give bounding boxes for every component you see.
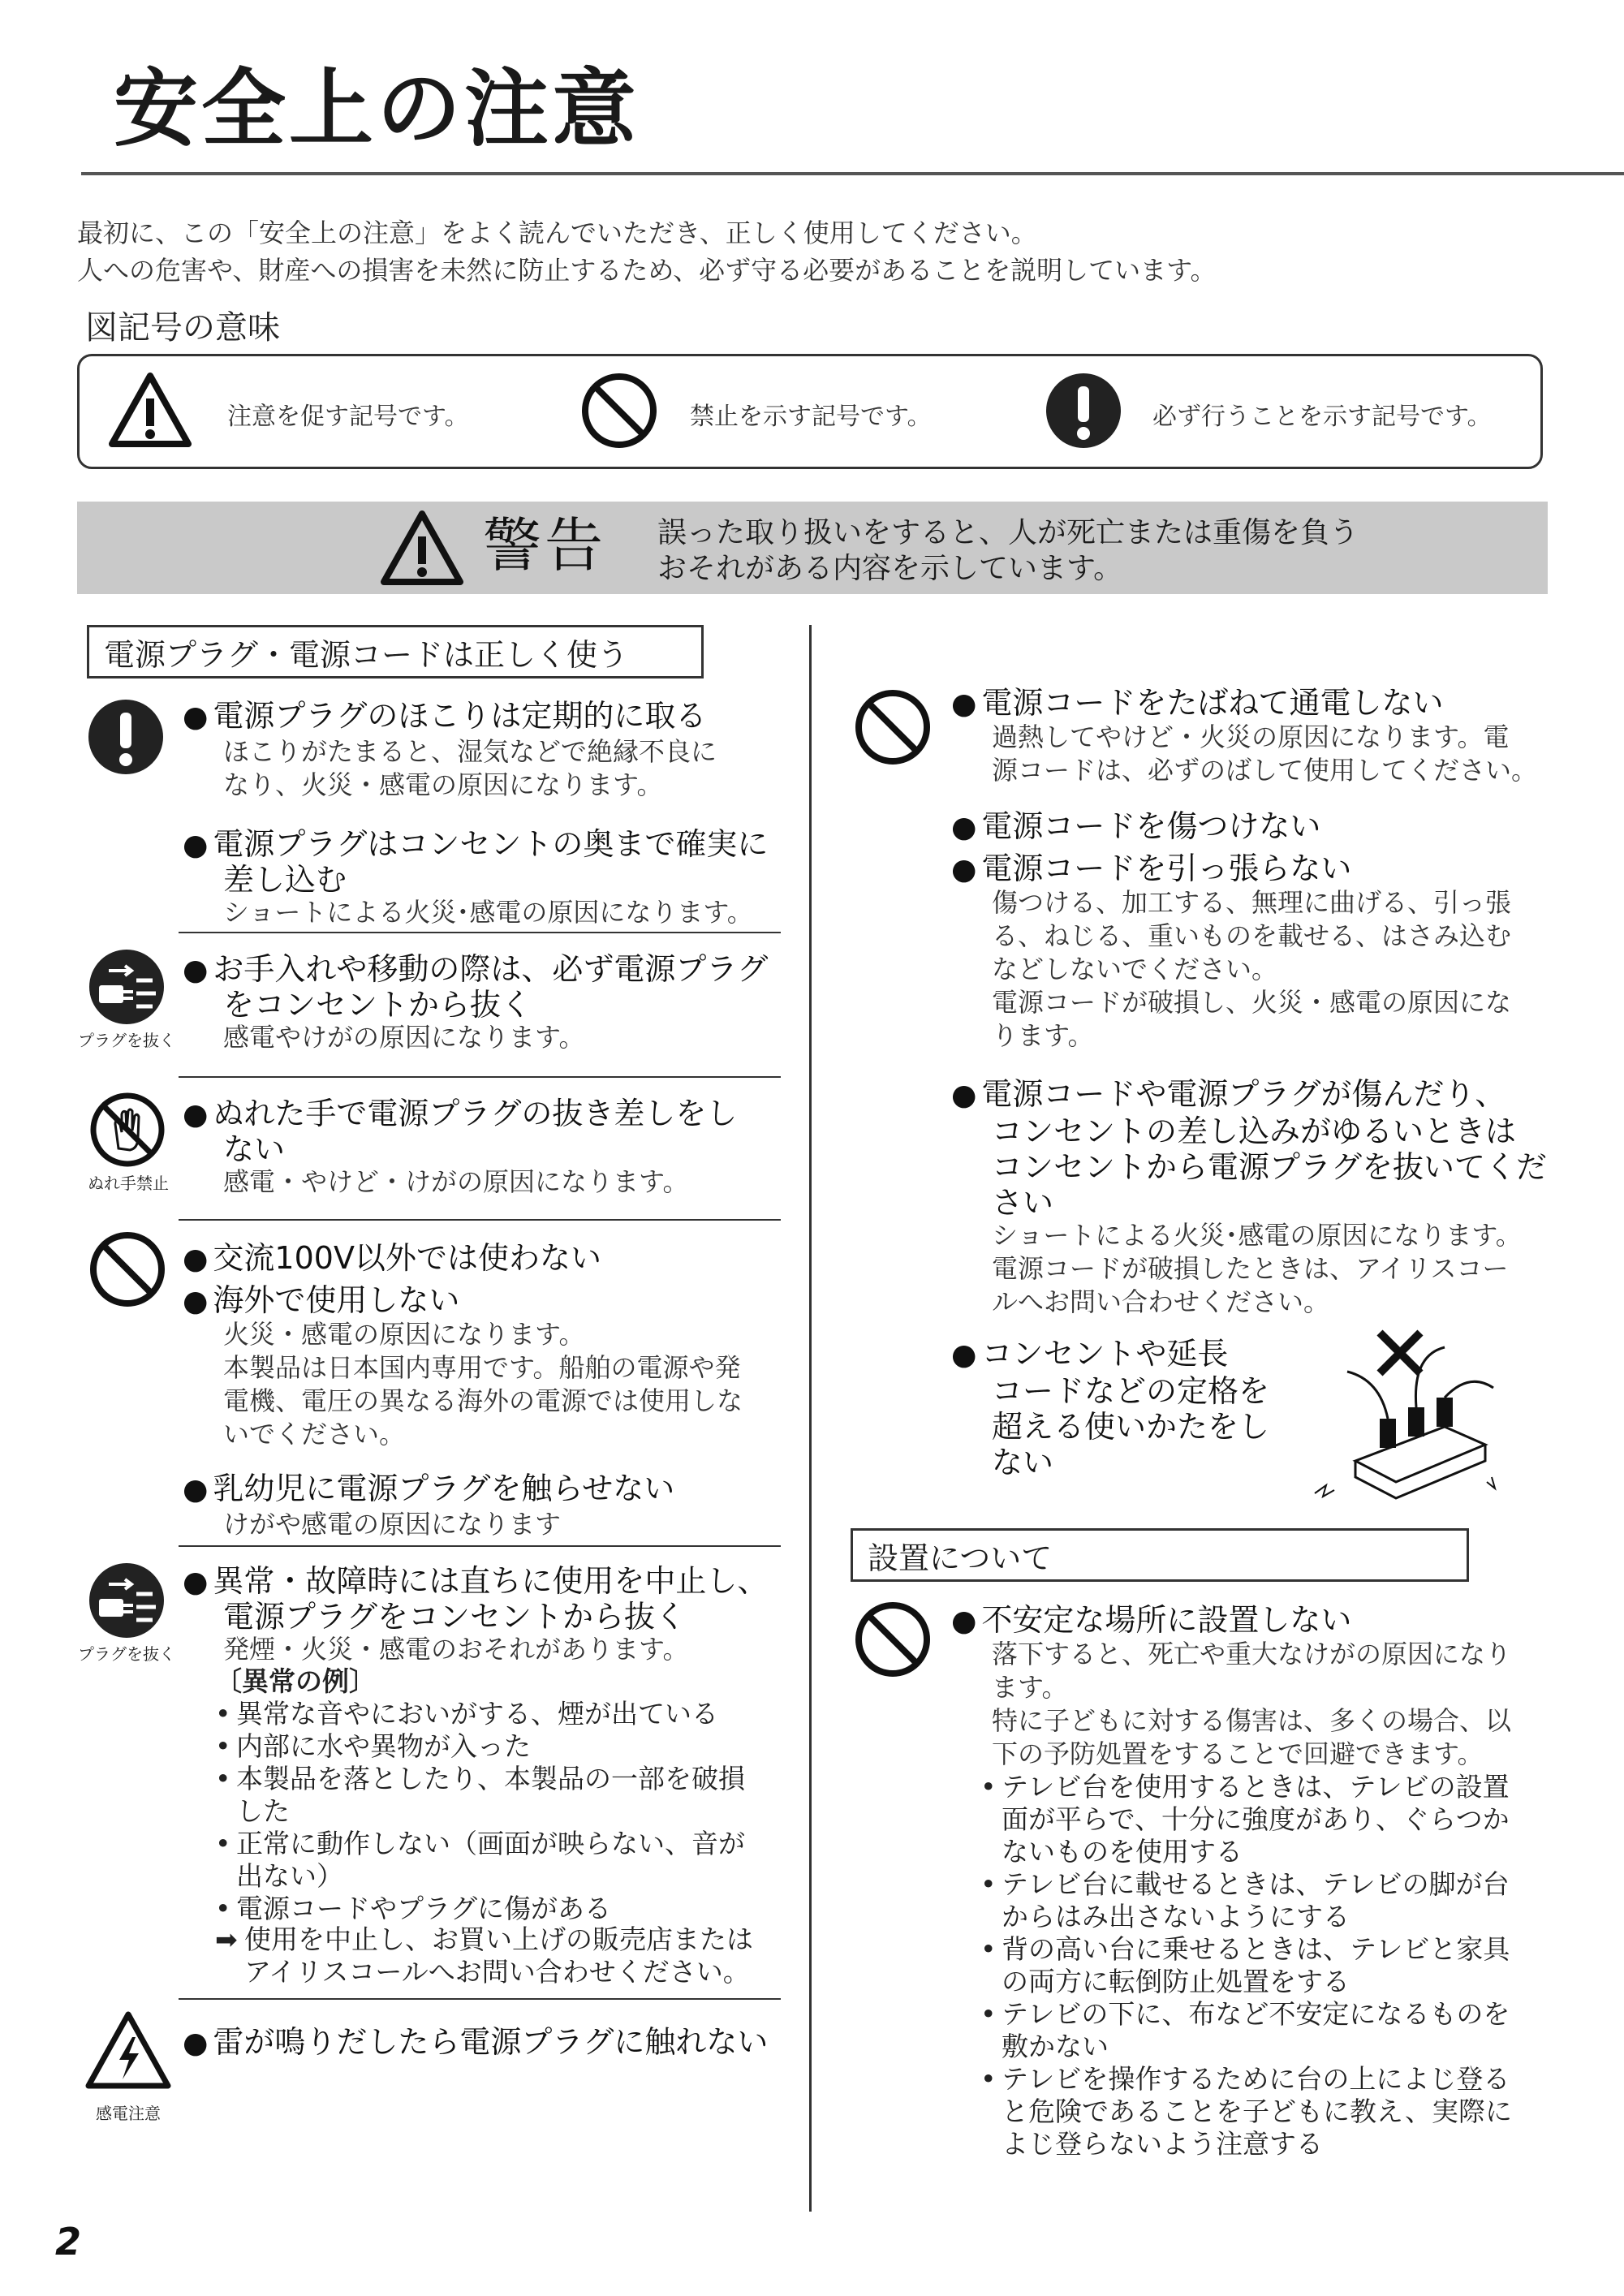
- bullet-dot: •: [980, 1998, 997, 2030]
- title-rule: [81, 172, 1624, 175]
- c5-body-1: 落下すると、死亡や重大なけがの原因になり: [992, 1639, 1512, 1669]
- electric-shock-icon: [84, 2010, 173, 2091]
- c2-body-3: などしないでください。: [992, 954, 1278, 984]
- mandatory-icon: [85, 696, 166, 778]
- unplug-icon: [88, 948, 166, 1026]
- intro-line-2: 人への危害や、財産への損害を未然に防止するため、必ず守る必要があることを説明しています。: [77, 255, 1217, 286]
- b6-head: 乳幼児に電源プラグを触らせない: [213, 1471, 675, 1506]
- mandatory-icon: [1043, 370, 1124, 451]
- b7-example-title: 〔異常の例〕: [215, 1665, 376, 1697]
- bullet-dot: •: [215, 1893, 231, 1924]
- c3-head-3: コンセントから電源プラグを抜いてくだ: [992, 1149, 1548, 1185]
- c5-list-item-text: 背の高い台に乗せるときは、テレビと家具: [1002, 1933, 1510, 1965]
- b7-example-item-text: 出ない）: [236, 1860, 343, 1892]
- b7-example-item-text: 内部に水や異物が入った: [236, 1730, 531, 1762]
- b7-body: 発煙・火災・感電のおそれがあります。: [223, 1634, 689, 1665]
- bullet-dot: •: [215, 1828, 231, 1859]
- b7-example-item-line: [215, 1893, 783, 1925]
- c3-head-1: 電源コードや電源プラグが傷んだり、: [981, 1076, 1506, 1112]
- c3-body-2: 電源コードが破損したときは、アイリスコー: [992, 1253, 1509, 1284]
- b7-example-item-text: 本製品を落としたり、本製品の一部を破損: [236, 1763, 745, 1794]
- legend-title: 図記号の意味: [85, 309, 280, 347]
- c5-list-item-line: [980, 2096, 1565, 2128]
- bullet-dot: •: [980, 1771, 997, 1803]
- b7-examples: [215, 1698, 783, 1925]
- c5-list-item-line: [980, 2031, 1565, 2063]
- c5-list-item-line: [980, 1868, 1565, 1901]
- prohibition-icon: [579, 370, 660, 451]
- b7-action-1: 使用を中止し、お買い上げの販売店または: [244, 1923, 753, 1955]
- b7-example-item-text: した: [236, 1795, 290, 1827]
- unplug-icon: [88, 1562, 166, 1639]
- b7-action: [215, 1923, 783, 1988]
- b8-head: 雷が鳴りだしたら電源プラグに触れない: [213, 2024, 769, 2060]
- column-divider: [809, 625, 812, 2212]
- b1-body-1: ほこりがたまると、湿気などで絶縁不良に: [223, 736, 717, 767]
- c5-body-2: ます。: [992, 1672, 1068, 1703]
- b7-example-item-line: [215, 1795, 783, 1828]
- warning-desc-2: おそれがある内容を示しています。: [657, 552, 1123, 585]
- c5-list-item-line: [980, 1901, 1565, 1933]
- unplug-caption: プラグを抜く: [78, 1031, 175, 1050]
- page-number: 2: [55, 2220, 82, 2264]
- b2-head-1: 電源プラグはコンセントの奥まで確実に: [213, 826, 769, 862]
- b5-body-1: 火災・感電の原因になります。: [223, 1319, 585, 1350]
- c5-list-item-line: [980, 1933, 1565, 1966]
- b4-body: 感電・やけど・けがの原因になります。: [223, 1166, 689, 1197]
- bullet-dot: •: [215, 1763, 231, 1794]
- b7-example-item-text: 正常に動作しない（画面が映らない、音が: [236, 1828, 745, 1859]
- c4-head-3: 超える使いかたをし: [992, 1409, 1270, 1445]
- c5-list-item-line: [980, 1966, 1565, 1998]
- c5-list-item-text: の両方に転倒防止処置をする: [1002, 1966, 1350, 1997]
- section-title-installation: 設置について: [851, 1528, 1469, 1582]
- divider: [179, 1545, 781, 1547]
- bullet-dot: •: [215, 1698, 231, 1730]
- bullet-dot: •: [215, 1730, 231, 1762]
- legend-prohibition-text: 禁止を示す記号です。: [690, 403, 932, 431]
- c3-body-1: ショートによる火災･感電の原因になります。: [992, 1220, 1522, 1251]
- c5-body-4: 下の予防処置をすることで回避できます。: [992, 1738, 1484, 1769]
- overloaded-power-strip-illustration: [1299, 1323, 1510, 1510]
- c4-head-2: コードなどの定格を: [992, 1373, 1270, 1409]
- arrow-icon: ➡: [215, 1923, 238, 1955]
- c2-head-1: 電源コードを傷つけない: [981, 808, 1321, 844]
- c5-list-item-text: テレビを操作するために台の上によじ登る: [1002, 2063, 1510, 2095]
- b5-head-1: 交流100V以外では使わない: [213, 1240, 601, 1276]
- caution-triangle-icon: [106, 369, 195, 450]
- b7-head-1: 異常・故障時には直ちに使用を中止し、: [213, 1563, 769, 1599]
- c5-list: [980, 1771, 1565, 2160]
- unplug-caption: プラグを抜く: [78, 1644, 175, 1664]
- c5-list-item-text: と危険であることを子どもに教え、実際に: [1002, 2096, 1512, 2127]
- b3-head-1: お手入れや移動の際は、必ず電源プラグ: [213, 951, 769, 987]
- c4-head: ● コンセントや延長 コードなどの定格を 超える使いかたをし ない: [951, 1336, 1270, 1480]
- b7-example-item-line: [215, 1763, 783, 1795]
- shock-caption: 感電注意: [96, 2104, 161, 2123]
- b4-head-2: ない: [223, 1131, 286, 1167]
- c3-head-4: さい: [992, 1185, 1054, 1221]
- c2-body-2: る、ねじる、重いものを載せる、はさみ込む: [992, 920, 1512, 951]
- c3-body-3: ルへお問い合わせください。: [992, 1286, 1330, 1317]
- c5-list-item-line: [980, 2063, 1565, 2096]
- c5-list-item-line: [980, 1803, 1565, 1836]
- b7-example-item-line: [215, 1828, 783, 1860]
- c5-list-item-text: よじ登らないよう注意する: [1002, 2128, 1323, 2160]
- c1-body-1: 過熱してやけど・火災の原因になります。電: [992, 722, 1510, 752]
- bullet-dot: [980, 1803, 1002, 1836]
- divider: [179, 932, 781, 933]
- c3-head: ● 電源コードや電源プラグが傷んだり、 コンセントの差し込みがゆるいときは コンセントから電源プラグを抜いてくだ さい: [951, 1076, 1552, 1221]
- c5-list-item-text: 敷かない: [1002, 2031, 1109, 2062]
- bullet-dot: [980, 2031, 1002, 2063]
- page-title: 安全上の注意: [114, 59, 640, 158]
- divider: [179, 1219, 781, 1221]
- c5-list-item-text: テレビの下に、布など不安定になるものを: [1002, 1998, 1510, 2030]
- c4-head-1: コンセントや延長: [981, 1336, 1229, 1372]
- c5-list-item-text: からはみ出さないようにする: [1002, 1901, 1350, 1932]
- c5-list-item-text: テレビ台に載せるときは、テレビの脚が台: [1002, 1868, 1510, 1900]
- c5-list-item-line: [980, 1836, 1565, 1868]
- b1-head: 電源プラグのほこりは定期的に取る: [213, 698, 707, 734]
- intro-line-1: 最初に、この「安全上の注意」をよく読んでいただき、正しく使用してください。: [77, 218, 1037, 248]
- b7-example-item-line: [215, 1730, 783, 1763]
- c5-list-item-line: [980, 1771, 1565, 1803]
- bullet-dot: [980, 1836, 1002, 1868]
- b5-head-2: 海外で使用しない: [213, 1282, 460, 1318]
- warning-triangle-icon: [377, 507, 467, 588]
- wet-hands-prohibited-icon: [89, 1092, 166, 1168]
- b7-example-item-text: 異常な音やにおいがする、煙が出ている: [236, 1698, 718, 1730]
- b7-action-2: アイリスコールへお問い合わせください。: [244, 1956, 750, 1988]
- bullet-dot: •: [980, 1933, 997, 1965]
- divider: [179, 1998, 781, 2000]
- legend-mandatory-text: 必ず行うことを示す記号です。: [1152, 403, 1492, 431]
- warning-desc-1: 誤った取り扱いをすると、人が死亡または重傷を負う: [657, 516, 1359, 549]
- c4-head-4: ない: [992, 1445, 1054, 1480]
- bullet-dot: [215, 1795, 236, 1828]
- bullet-dot: [980, 2128, 1002, 2160]
- c5-list-item-text: テレビ台を使用するときは、テレビの設置: [1002, 1771, 1510, 1803]
- c5-list-item-text: 面が平らで、十分に強度があり、ぐらつか: [1002, 1803, 1510, 1835]
- c1-body-2: 源コードは、必ずのばして使用してください。: [992, 755, 1538, 786]
- b6-body: けがや感電の原因になります: [223, 1509, 562, 1540]
- bullet-dot: [215, 1860, 236, 1893]
- b7-example-item-text: 電源コードやプラグに傷がある: [236, 1893, 611, 1924]
- warning-label: 警告: [483, 511, 607, 579]
- bullet-dot: •: [980, 2063, 997, 2095]
- divider: [179, 1076, 781, 1078]
- b7-head-2: 電源プラグをコンセントから抜く: [223, 1599, 687, 1635]
- section-title-power: 電源プラグ・電源コードは正しく使う: [87, 625, 704, 678]
- b4-head-1: ぬれた手で電源プラグの抜き差しをし: [213, 1096, 738, 1131]
- bullet-dot: [980, 1901, 1002, 1933]
- b3-head-2: をコンセントから抜く: [223, 987, 532, 1023]
- bullet-dot: •: [980, 1868, 997, 1900]
- b7-example-item-line: [215, 1860, 783, 1893]
- b2-head-2: 差し込む: [223, 862, 347, 898]
- c2-body-4: 電源コードが破損し、火災・感電の原因にな: [992, 987, 1512, 1018]
- prohibition-icon: [87, 1229, 168, 1310]
- bullet-dot: [980, 1966, 1002, 1998]
- c2-body-5: ります。: [992, 1020, 1094, 1051]
- prohibition-icon: [852, 1599, 933, 1680]
- wet-hands-caption: ぬれ手禁止: [88, 1174, 169, 1193]
- prohibition-icon: [852, 687, 933, 768]
- c5-list-item-line: [980, 1998, 1565, 2031]
- b1-body-2: なり、火災・感電の原因になります。: [223, 769, 663, 800]
- b7-example-item-line: [215, 1698, 783, 1730]
- legend-caution-text: 注意を促す記号です。: [227, 403, 469, 431]
- b5-body-4: いでください。: [223, 1419, 406, 1450]
- b5-body-2: 本製品は日本国内専用です。船舶の電源や発: [223, 1352, 741, 1383]
- c1-head: 電源コードをたばねて通電しない: [981, 685, 1444, 721]
- c5-head: 不安定な場所に設置しない: [981, 1602, 1352, 1638]
- c5-list-item-text: ないものを使用する: [1002, 1836, 1243, 1867]
- b2-body: ショートによる火災･感電の原因になります。: [223, 897, 753, 928]
- c5-list-item-line: [980, 2128, 1565, 2160]
- b5-body-3: 電機、電圧の異なる海外の電源では使用しな: [223, 1385, 743, 1416]
- b3-body: 感電やけがの原因になります。: [223, 1022, 585, 1053]
- c2-body-1: 傷つける、加工する、無理に曲げる、引っ張: [992, 887, 1512, 918]
- bullet-dot: [980, 2096, 1002, 2128]
- c3-head-2: コンセントの差し込みがゆるいときは: [992, 1114, 1517, 1149]
- c2-head-2: 電源コードを引っ張らない: [981, 851, 1352, 886]
- c5-body-3: 特に子どもに対する傷害は、多くの場合、以: [992, 1705, 1512, 1736]
